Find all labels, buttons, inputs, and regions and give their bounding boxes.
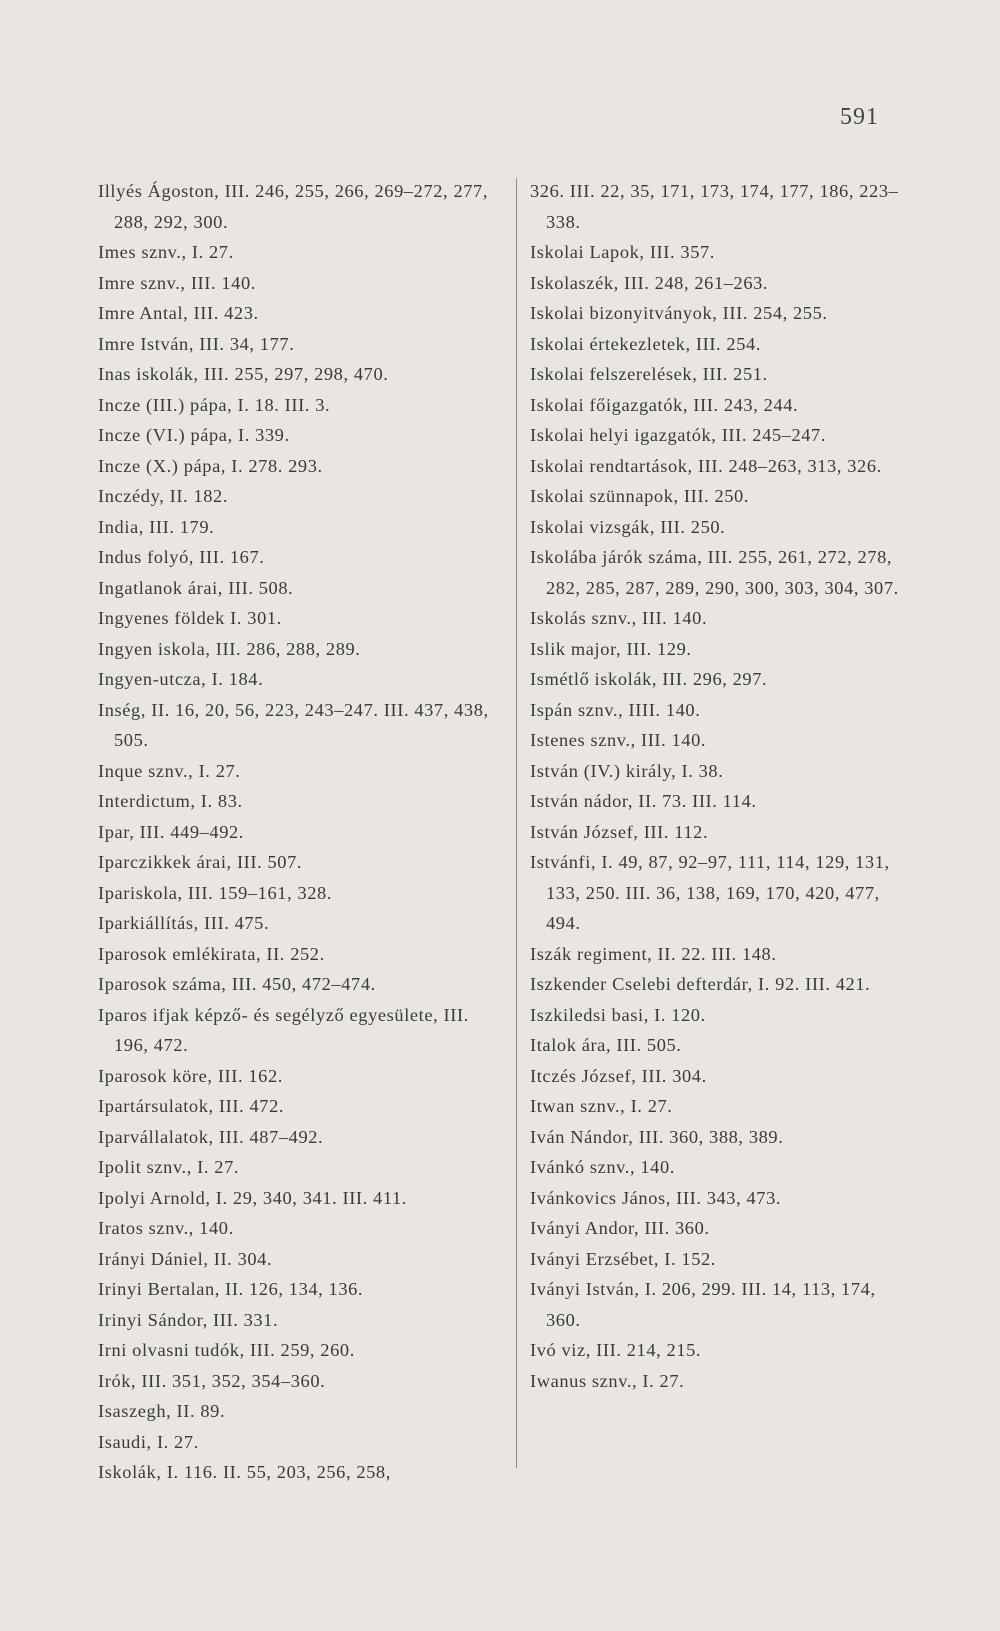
index-entry: István (IV.) király, I. 38. [530,760,724,781]
index-entry: Isaudi, I. 27. [98,1431,199,1452]
index-entry: Iskolai értekezletek, III. 254. [530,333,762,354]
index-entry: Ipar, III. 449–492. [98,821,244,842]
index-entry: Iskolaszék, III. 248, 261–263. [530,272,769,293]
index-entry: Indus folyó, III. 167. [98,547,265,567]
index-entry: Iparosok emlékirata, II. 252. [98,943,325,964]
index-entry: Iszkender Cselebi defterdár, I. 92. III. 421. [530,974,871,994]
index-entry: Irányi Dániel, II. 304. [98,1248,273,1269]
index-entry: Irinyi Sándor, III. 331. [98,1309,279,1330]
index-entry: Irók, III. 351, 352, 354–360. [98,1370,326,1391]
index-entry: Iván Nándor, III. 360, 388, 389. [530,1126,784,1147]
index-entry: Iparvállalatok, III. 487–492. [98,1126,324,1147]
index-entry: Iskolai bizonyitványok, III. 254, 255. [530,303,828,323]
index-entry: Iskolai Lapok, III. 357. [530,242,715,262]
index-entry: Itczés József, III. 304. [530,1065,707,1086]
index-entry: István nádor, II. 73. III. 114. [530,791,757,811]
index-entry: Iskolai helyi igazgatók, III. 245–247. [530,425,827,445]
index-entry: Iparos ifjak képző- és segélyző egyesülete, III. 196, 472. [98,1004,469,1055]
index-entry: Illyés Ágoston, III. 246, 255, 266, 269–272, 277, 288, 292, 300. [98,181,489,232]
index-entry: Imes sznv., I. 27. [98,242,234,262]
page-number: 591 [840,104,879,130]
index-entry: Ingatlanok árai, III. 508. [98,577,294,598]
index-entry: Iparosok száma, III. 450, 472–474. [98,974,376,994]
index-entry: Itwan sznv., I. 27. [530,1096,673,1116]
index-entry: Ingyen-utcza, I. 184. [98,669,264,689]
index-entry: Iskolás sznv., III. 140. [530,608,708,628]
index-entry: Irinyi Bertalan, II. 126, 134, 136. [98,1279,364,1299]
left-column [98,176,498,1488]
index-entry: Iwanus sznv., I. 27. [530,1370,685,1391]
index-entry: Ivó viz, III. 214, 215. [530,1340,702,1360]
index-entry: Istvánfi, I. 49, 87, 92–97, 111, 114, 129, 131, 133, 250. III. 36, 138, 169, 170, 420, 477, 494. [530,852,890,933]
index-entry: Iskolai főigazgatók, III. 243, 244. [530,394,799,415]
index-entry: Isaszegh, II. 89. [98,1401,226,1421]
index-entry: Iskolák, I. 116. II. 55, 203, 256, 258, [98,1462,391,1482]
index-entry: Iszák regiment, II. 22. III. 148. [530,943,777,964]
index-entry: Ispán sznv., IIII. 140. [530,699,701,720]
index-entry: Ipolyi Arnold, I. 29, 340, 341. III. 411. [98,1187,407,1208]
index-entry: Italok ára, III. 505. [530,1035,682,1055]
index-entry: Iparosok köre, III. 162. [98,1065,283,1086]
index-entry: Iratos sznv., 140. [98,1218,234,1238]
index-entry: Ivánkovics János, III. 343, 473. [530,1187,782,1208]
index-entry: Iparczikkek árai, III. 507. [98,852,303,872]
index-entry: 326. III. 22, 35, 171, 173, 174, 177, 186, 223–338. [530,181,899,232]
index-entry: Ivánkó sznv., 140. [530,1157,675,1177]
index-entry: Istenes sznv., III. 140. [530,730,707,750]
index-entry: Islik major, III. 129. [530,638,692,659]
index-entry: Iványi Erzsébet, I. 152. [530,1248,716,1269]
index-entry: Iskolai vizsgák, III. 250. [530,516,726,537]
index-entry: Iparkiállítás, III. 475. [98,913,270,933]
index-entry: Interdictum, I. 83. [98,791,243,811]
index-entry: Ismétlő iskolák, III. 296, 297. [530,669,768,689]
index-entry: Ipariskola, III. 159–161, 328. [98,882,333,903]
index-entry: Iszkiledsi basi, I. 120. [530,1004,706,1025]
index-entry: Ingyen iskola, III. 286, 288, 289. [98,638,361,659]
index-entry: Inség, II. 16, 20, 56, 223, 243–247. III. 437, 438, 505. [98,699,489,750]
index-entry: Iskolába járók száma, III. 255, 261, 272, 278, 282, 285, 287, 289, 290, 300, 303, 304, 307. [530,547,899,598]
index-entry: Imre István, III. 34, 177. [98,333,295,354]
index-entry: Incze (III.) pápa, I. 18. III. 3. [98,394,331,415]
index-entry: Iskolai szünnapok, III. 250. [530,486,750,506]
right-column [530,176,910,1396]
column-divider [516,178,517,1468]
index-entry: Ipartársulatok, III. 472. [98,1096,285,1116]
index-entry: Irni olvasni tudók, III. 259, 260. [98,1340,355,1360]
index-entry: Incze (X.) pápa, I. 278. 293. [98,455,323,476]
index-entry: Inque sznv., I. 27. [98,760,241,781]
index-entry: Iskolai felszerelések, III. 251. [530,364,768,384]
index-entry: Incze (VI.) pápa, I. 339. [98,425,290,445]
index-entry: Ipolit sznv., I. 27. [98,1157,240,1177]
index-entry: István József, III. 112. [530,821,709,842]
index-entry: Inas iskolák, III. 255, 297, 298, 470. [98,364,389,384]
index-entry: Inczédy, II. 182. [98,486,229,506]
index-entry: Imre sznv., III. 140. [98,272,256,293]
index-entry: India, III. 179. [98,516,215,537]
index-entry: Iványi István, I. 206, 299. III. 14, 113, 174, 360. [530,1279,876,1330]
index-entry: Imre Antal, III. 423. [98,303,259,323]
index-entry: Iskolai rendtartások, III. 248–263, 313, 326. [530,455,882,476]
index-entry: Iványi Andor, III. 360. [530,1218,710,1238]
index-entry: Ingyenes földek I. 301. [98,608,282,628]
